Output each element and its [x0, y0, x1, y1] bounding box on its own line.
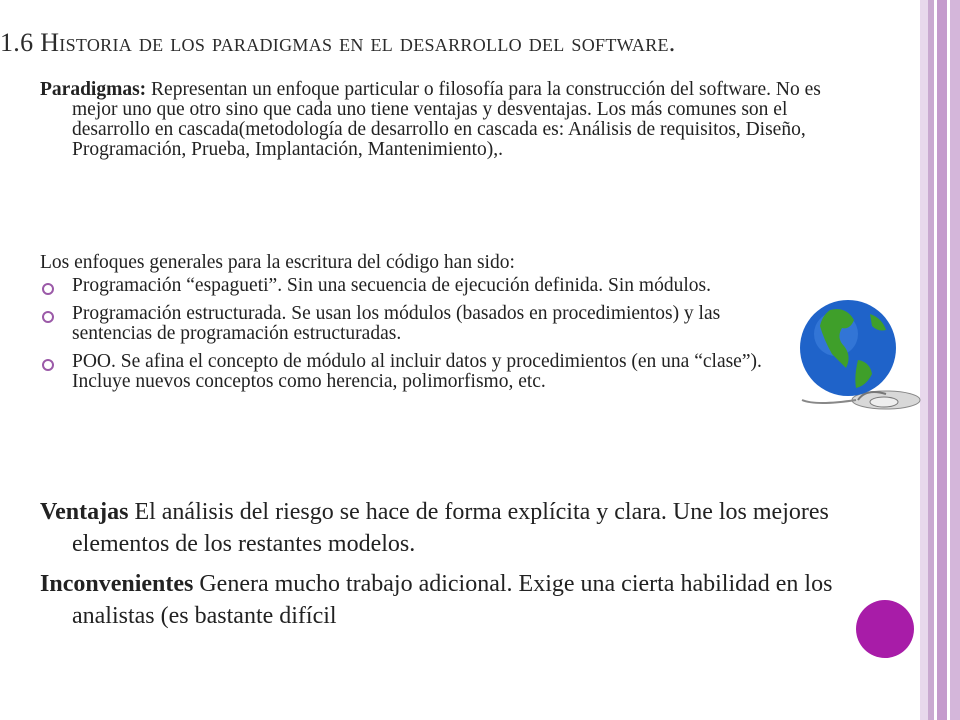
ventajas-label: Ventajas — [40, 499, 129, 525]
paradigmas-text: Representan un enfoque particular o filosofía para la construcción del software. No es mejor uno que otro sino que cada uno tiene ventajas y desventajas. Los más comunes son el desarrollo en cascada(metodología de desarrollo en cascada es: Análisis de requisitos, Diseño, Programación, Prueba, Implantación, Mantenimiento),. — [72, 79, 821, 160]
inconvenientes-label: Inconvenientes — [40, 571, 194, 597]
title-text: Historia de los paradigmas en el desarrollo del software. — [40, 28, 676, 57]
ventajas-paragraph — [40, 496, 862, 560]
globe-computer-icon — [796, 296, 936, 416]
enfoques-list — [40, 276, 800, 400]
list-item: Programación estructurada. Se usan los módulos (basados en procedimientos) y las sentencias de programación estructuradas. — [40, 304, 800, 344]
purple-dot — [856, 600, 914, 658]
slide-title — [0, 28, 940, 58]
paradigmas-paragraph — [40, 80, 842, 160]
ventajas-text: El análisis del riesgo se hace de forma explícita y clara. Une los mejores elementos de los restantes modelos. — [72, 499, 829, 557]
enfoques-intro: Los enfoques generales para la escritura del código han sido: — [40, 252, 515, 273]
paradigmas-label: Paradigmas: — [40, 79, 147, 100]
list-item: POO. Se afina el concepto de módulo al incluir datos y procedimientos (en una “clase”). Incluye nuevos conceptos como herencia, polimorfismo, etc. — [40, 352, 800, 392]
bullet-ring-icon — [42, 311, 54, 323]
inconvenientes-paragraph — [40, 568, 862, 632]
inconvenientes-text: Genera mucho trabajo adicional. Exige una cierta habilidad en los analistas (es bastante difícil — [72, 571, 833, 629]
bullet-ring-icon — [42, 359, 54, 371]
bullet-ring-icon — [42, 283, 54, 295]
title-number: 1.6 — [0, 28, 41, 57]
list-item: Programación “espagueti”. Sin una secuencia de ejecución definida. Sin módulos. — [40, 276, 800, 296]
